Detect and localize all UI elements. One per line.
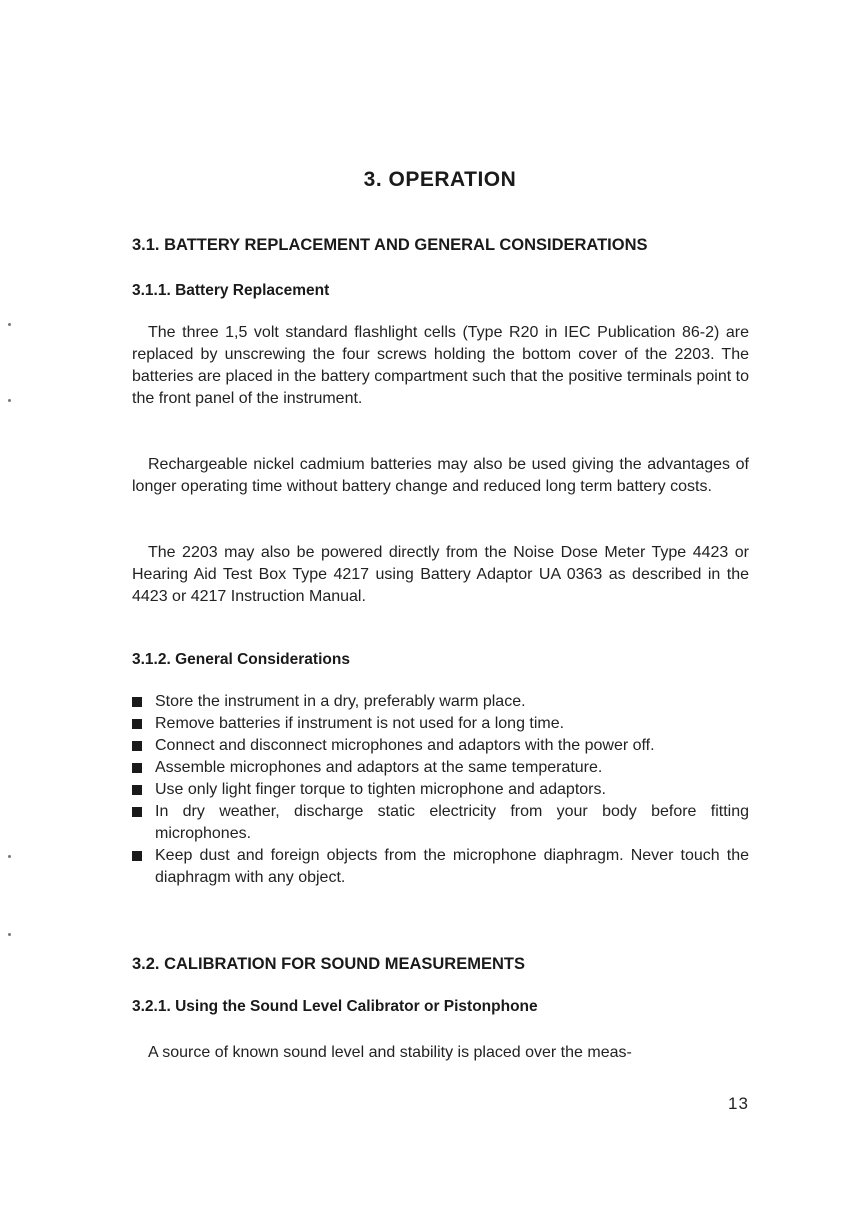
page-number: 13 [728,1094,749,1113]
paragraph-rechargeable-batteries-text: Rechargeable nickel cadmium batteries may also be used giving the advantages of longer operating time without battery change and reduced long term battery costs. [132,456,749,495]
scan-speck [8,399,11,402]
scan-speck [8,933,11,936]
list-item [132,735,749,757]
considerations-list [132,691,749,889]
list-item [132,757,749,779]
list-item-text: Use only light finger torque to tighten microphone and adaptors. [155,781,606,798]
list-item [132,691,749,713]
section-3-2-heading: 3.2. CALIBRATION FOR SOUND MEASUREMENTS [132,955,525,973]
scan-speck [8,855,11,858]
list-item [132,845,749,889]
chapter-title: 3. OPERATION [363,168,517,191]
list-item-text: Assemble microphones and adaptors at the same temperature. [155,759,603,776]
list-item [132,713,749,735]
bullet-square-icon [132,697,142,707]
subsection-3-1-1-heading: 3.1.1. Battery Replacement [132,282,330,299]
bullet-square-icon [132,741,142,751]
paragraph-battery-replacement [132,322,749,410]
section-3-1-heading: 3.1. BATTERY REPLACEMENT AND GENERAL CONSIDERATIONS [132,236,648,254]
list-item-text: Keep dust and foreign objects from the microphone diaphragm. Never touch the diaphragm with any object. [155,847,749,886]
list-item-text: Connect and disconnect microphones and adaptors with the power off. [155,737,655,754]
bullet-square-icon [132,785,142,795]
subsection-3-2-1-heading: 3.2.1. Using the Sound Level Calibrator or Pistonphone [132,998,538,1015]
scan-speck [8,323,11,326]
bullet-square-icon [132,719,142,729]
bullet-square-icon [132,851,142,861]
list-item [132,801,749,845]
paragraph-calibration-source [132,1042,749,1064]
list-item-text: In dry weather, discharge static electricity from your body before fitting microphones. [155,803,749,842]
subsection-3-1-2-heading: 3.1.2. General Considerations [132,651,350,668]
paragraph-powered-directly-text: The 2203 may also be powered directly from the Noise Dose Meter Type 4423 or Hearing Aid Test Box Type 4217 using Battery Adaptor UA 0363 as described in the 4423 or 4217 Instruction Manual. [132,544,749,605]
bullet-square-icon [132,807,142,817]
paragraph-rechargeable-batteries [132,454,749,498]
list-item-text: Remove batteries if instrument is not used for a long time. [155,715,565,732]
paragraph-calibration-source-text: A source of known sound level and stability is placed over the meas- [148,1044,632,1061]
bullet-square-icon [132,763,142,773]
list-item [132,779,749,801]
paragraph-powered-directly [132,542,749,608]
paragraph-battery-replacement-text: The three 1,5 volt standard flashlight cells (Type R20 in IEC Publication 86-2) are replaced by unscrewing the four screws holding the bottom cover of the 2203. The batteries are placed in the battery compartment such that the positive terminals point to the front panel of the instrument. [132,324,749,407]
list-item-text: Store the instrument in a dry, preferably warm place. [155,693,526,710]
